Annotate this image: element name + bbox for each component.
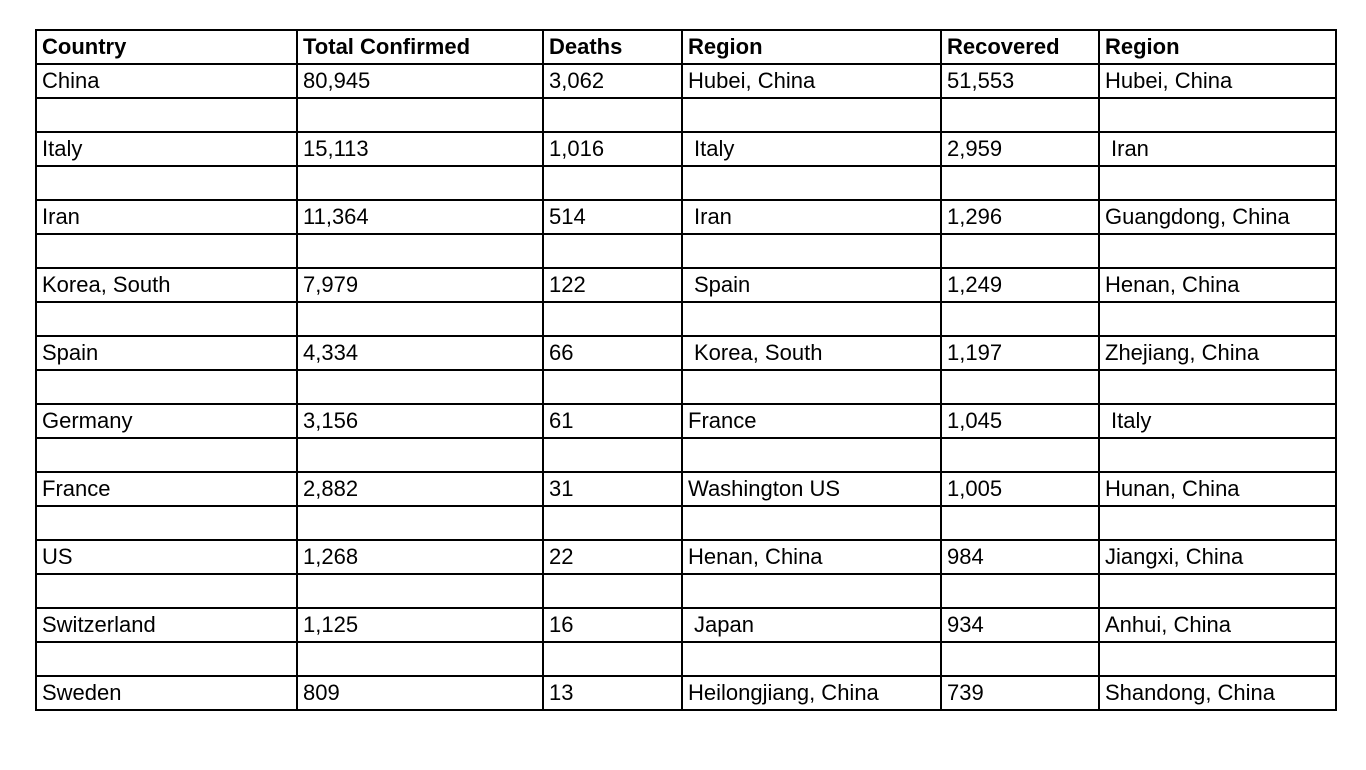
deaths-cell bbox=[543, 642, 682, 676]
recovered-cell: 984 bbox=[941, 540, 1099, 574]
deaths-cell bbox=[543, 302, 682, 336]
country-cell bbox=[36, 98, 297, 132]
recovered-cell bbox=[941, 642, 1099, 676]
total-confirmed-cell bbox=[297, 574, 543, 608]
recovered-cell bbox=[941, 234, 1099, 268]
country-cell bbox=[36, 642, 297, 676]
country-cell bbox=[36, 506, 297, 540]
region-deaths-cell: Henan, China bbox=[682, 540, 941, 574]
deaths-cell bbox=[543, 574, 682, 608]
country-cell bbox=[36, 302, 297, 336]
header-country: Country bbox=[36, 30, 297, 64]
country-cell: France bbox=[36, 472, 297, 506]
deaths-cell: 13 bbox=[543, 676, 682, 710]
spacer-row bbox=[36, 98, 1336, 132]
deaths-cell bbox=[543, 166, 682, 200]
spacer-row bbox=[36, 166, 1336, 200]
region-deaths-cell bbox=[682, 302, 941, 336]
total-confirmed-cell: 2,882 bbox=[297, 472, 543, 506]
region-recovered-cell: Hubei, China bbox=[1099, 64, 1336, 98]
spacer-row bbox=[36, 574, 1336, 608]
deaths-cell: 3,062 bbox=[543, 64, 682, 98]
region-recovered-cell bbox=[1099, 98, 1336, 132]
region-recovered-cell: Anhui, China bbox=[1099, 608, 1336, 642]
recovered-cell bbox=[941, 370, 1099, 404]
total-confirmed-cell: 1,268 bbox=[297, 540, 543, 574]
region-recovered-cell: Italy bbox=[1099, 404, 1336, 438]
recovered-cell bbox=[941, 302, 1099, 336]
country-cell bbox=[36, 574, 297, 608]
country-cell bbox=[36, 166, 297, 200]
recovered-cell bbox=[941, 574, 1099, 608]
recovered-cell: 2,959 bbox=[941, 132, 1099, 166]
total-confirmed-cell: 1,125 bbox=[297, 608, 543, 642]
table-row bbox=[36, 540, 1336, 574]
table-row bbox=[36, 472, 1336, 506]
country-cell: Germany bbox=[36, 404, 297, 438]
recovered-cell: 1,005 bbox=[941, 472, 1099, 506]
table-header-row bbox=[36, 30, 1336, 64]
deaths-cell bbox=[543, 370, 682, 404]
total-confirmed-cell bbox=[297, 166, 543, 200]
recovered-cell bbox=[941, 438, 1099, 472]
header-total-confirmed: Total Confirmed bbox=[297, 30, 543, 64]
country-cell bbox=[36, 370, 297, 404]
deaths-cell: 514 bbox=[543, 200, 682, 234]
table-body bbox=[36, 64, 1336, 710]
region-deaths-cell: Spain bbox=[682, 268, 941, 302]
recovered-cell bbox=[941, 506, 1099, 540]
region-deaths-cell bbox=[682, 234, 941, 268]
total-confirmed-cell: 11,364 bbox=[297, 200, 543, 234]
spacer-row bbox=[36, 302, 1336, 336]
total-confirmed-cell bbox=[297, 438, 543, 472]
region-deaths-cell bbox=[682, 642, 941, 676]
data-table bbox=[35, 29, 1337, 711]
deaths-cell: 66 bbox=[543, 336, 682, 370]
deaths-cell bbox=[543, 234, 682, 268]
total-confirmed-cell: 80,945 bbox=[297, 64, 543, 98]
header-deaths: Deaths bbox=[543, 30, 682, 64]
region-recovered-cell bbox=[1099, 370, 1336, 404]
country-cell bbox=[36, 234, 297, 268]
recovered-cell: 1,249 bbox=[941, 268, 1099, 302]
total-confirmed-cell: 3,156 bbox=[297, 404, 543, 438]
region-deaths-cell: Washington US bbox=[682, 472, 941, 506]
region-deaths-cell: Heilongjiang, China bbox=[682, 676, 941, 710]
region-recovered-cell bbox=[1099, 438, 1336, 472]
region-recovered-cell: Hunan, China bbox=[1099, 472, 1336, 506]
deaths-cell: 61 bbox=[543, 404, 682, 438]
table-row bbox=[36, 608, 1336, 642]
country-cell: Iran bbox=[36, 200, 297, 234]
country-cell: Sweden bbox=[36, 676, 297, 710]
table-row bbox=[36, 200, 1336, 234]
country-cell: Switzerland bbox=[36, 608, 297, 642]
region-deaths-cell: France bbox=[682, 404, 941, 438]
recovered-cell bbox=[941, 166, 1099, 200]
header-region-deaths: Region bbox=[682, 30, 941, 64]
deaths-cell: 22 bbox=[543, 540, 682, 574]
total-confirmed-cell: 15,113 bbox=[297, 132, 543, 166]
region-recovered-cell: Jiangxi, China bbox=[1099, 540, 1336, 574]
recovered-cell: 51,553 bbox=[941, 64, 1099, 98]
country-cell: US bbox=[36, 540, 297, 574]
region-deaths-cell: Hubei, China bbox=[682, 64, 941, 98]
region-recovered-cell: Guangdong, China bbox=[1099, 200, 1336, 234]
region-deaths-cell: Iran bbox=[682, 200, 941, 234]
total-confirmed-cell bbox=[297, 370, 543, 404]
region-deaths-cell bbox=[682, 506, 941, 540]
region-deaths-cell: Italy bbox=[682, 132, 941, 166]
deaths-cell bbox=[543, 98, 682, 132]
spacer-row bbox=[36, 642, 1336, 676]
total-confirmed-cell: 4,334 bbox=[297, 336, 543, 370]
spacer-row bbox=[36, 370, 1336, 404]
region-recovered-cell bbox=[1099, 302, 1336, 336]
deaths-cell bbox=[543, 438, 682, 472]
region-recovered-cell bbox=[1099, 166, 1336, 200]
total-confirmed-cell: 7,979 bbox=[297, 268, 543, 302]
spacer-row bbox=[36, 438, 1336, 472]
deaths-cell: 1,016 bbox=[543, 132, 682, 166]
country-cell: Korea, South bbox=[36, 268, 297, 302]
deaths-cell bbox=[543, 506, 682, 540]
region-recovered-cell: Iran bbox=[1099, 132, 1336, 166]
recovered-cell bbox=[941, 98, 1099, 132]
total-confirmed-cell bbox=[297, 234, 543, 268]
total-confirmed-cell bbox=[297, 98, 543, 132]
spacer-row bbox=[36, 234, 1336, 268]
region-deaths-cell bbox=[682, 370, 941, 404]
deaths-cell: 16 bbox=[543, 608, 682, 642]
table-row bbox=[36, 64, 1336, 98]
deaths-cell: 122 bbox=[543, 268, 682, 302]
region-deaths-cell bbox=[682, 98, 941, 132]
country-cell: China bbox=[36, 64, 297, 98]
region-deaths-cell: Korea, South bbox=[682, 336, 941, 370]
table-row bbox=[36, 676, 1336, 710]
region-recovered-cell bbox=[1099, 506, 1336, 540]
recovered-cell: 1,197 bbox=[941, 336, 1099, 370]
deaths-cell: 31 bbox=[543, 472, 682, 506]
table-row bbox=[36, 336, 1336, 370]
region-recovered-cell bbox=[1099, 234, 1336, 268]
table-row bbox=[36, 268, 1336, 302]
recovered-cell: 739 bbox=[941, 676, 1099, 710]
total-confirmed-cell bbox=[297, 506, 543, 540]
recovered-cell: 1,045 bbox=[941, 404, 1099, 438]
region-deaths-cell bbox=[682, 438, 941, 472]
region-deaths-cell bbox=[682, 574, 941, 608]
table-row bbox=[36, 404, 1336, 438]
recovered-cell: 934 bbox=[941, 608, 1099, 642]
country-cell: Spain bbox=[36, 336, 297, 370]
region-recovered-cell: Henan, China bbox=[1099, 268, 1336, 302]
total-confirmed-cell: 809 bbox=[297, 676, 543, 710]
region-deaths-cell: Japan bbox=[682, 608, 941, 642]
region-recovered-cell bbox=[1099, 642, 1336, 676]
country-cell: Italy bbox=[36, 132, 297, 166]
header-region-recovered: Region bbox=[1099, 30, 1336, 64]
region-recovered-cell: Shandong, China bbox=[1099, 676, 1336, 710]
header-recovered: Recovered bbox=[941, 30, 1099, 64]
country-cell bbox=[36, 438, 297, 472]
region-recovered-cell bbox=[1099, 574, 1336, 608]
total-confirmed-cell bbox=[297, 302, 543, 336]
table-row bbox=[36, 132, 1336, 166]
spacer-row bbox=[36, 506, 1336, 540]
total-confirmed-cell bbox=[297, 642, 543, 676]
region-recovered-cell: Zhejiang, China bbox=[1099, 336, 1336, 370]
region-deaths-cell bbox=[682, 166, 941, 200]
recovered-cell: 1,296 bbox=[941, 200, 1099, 234]
